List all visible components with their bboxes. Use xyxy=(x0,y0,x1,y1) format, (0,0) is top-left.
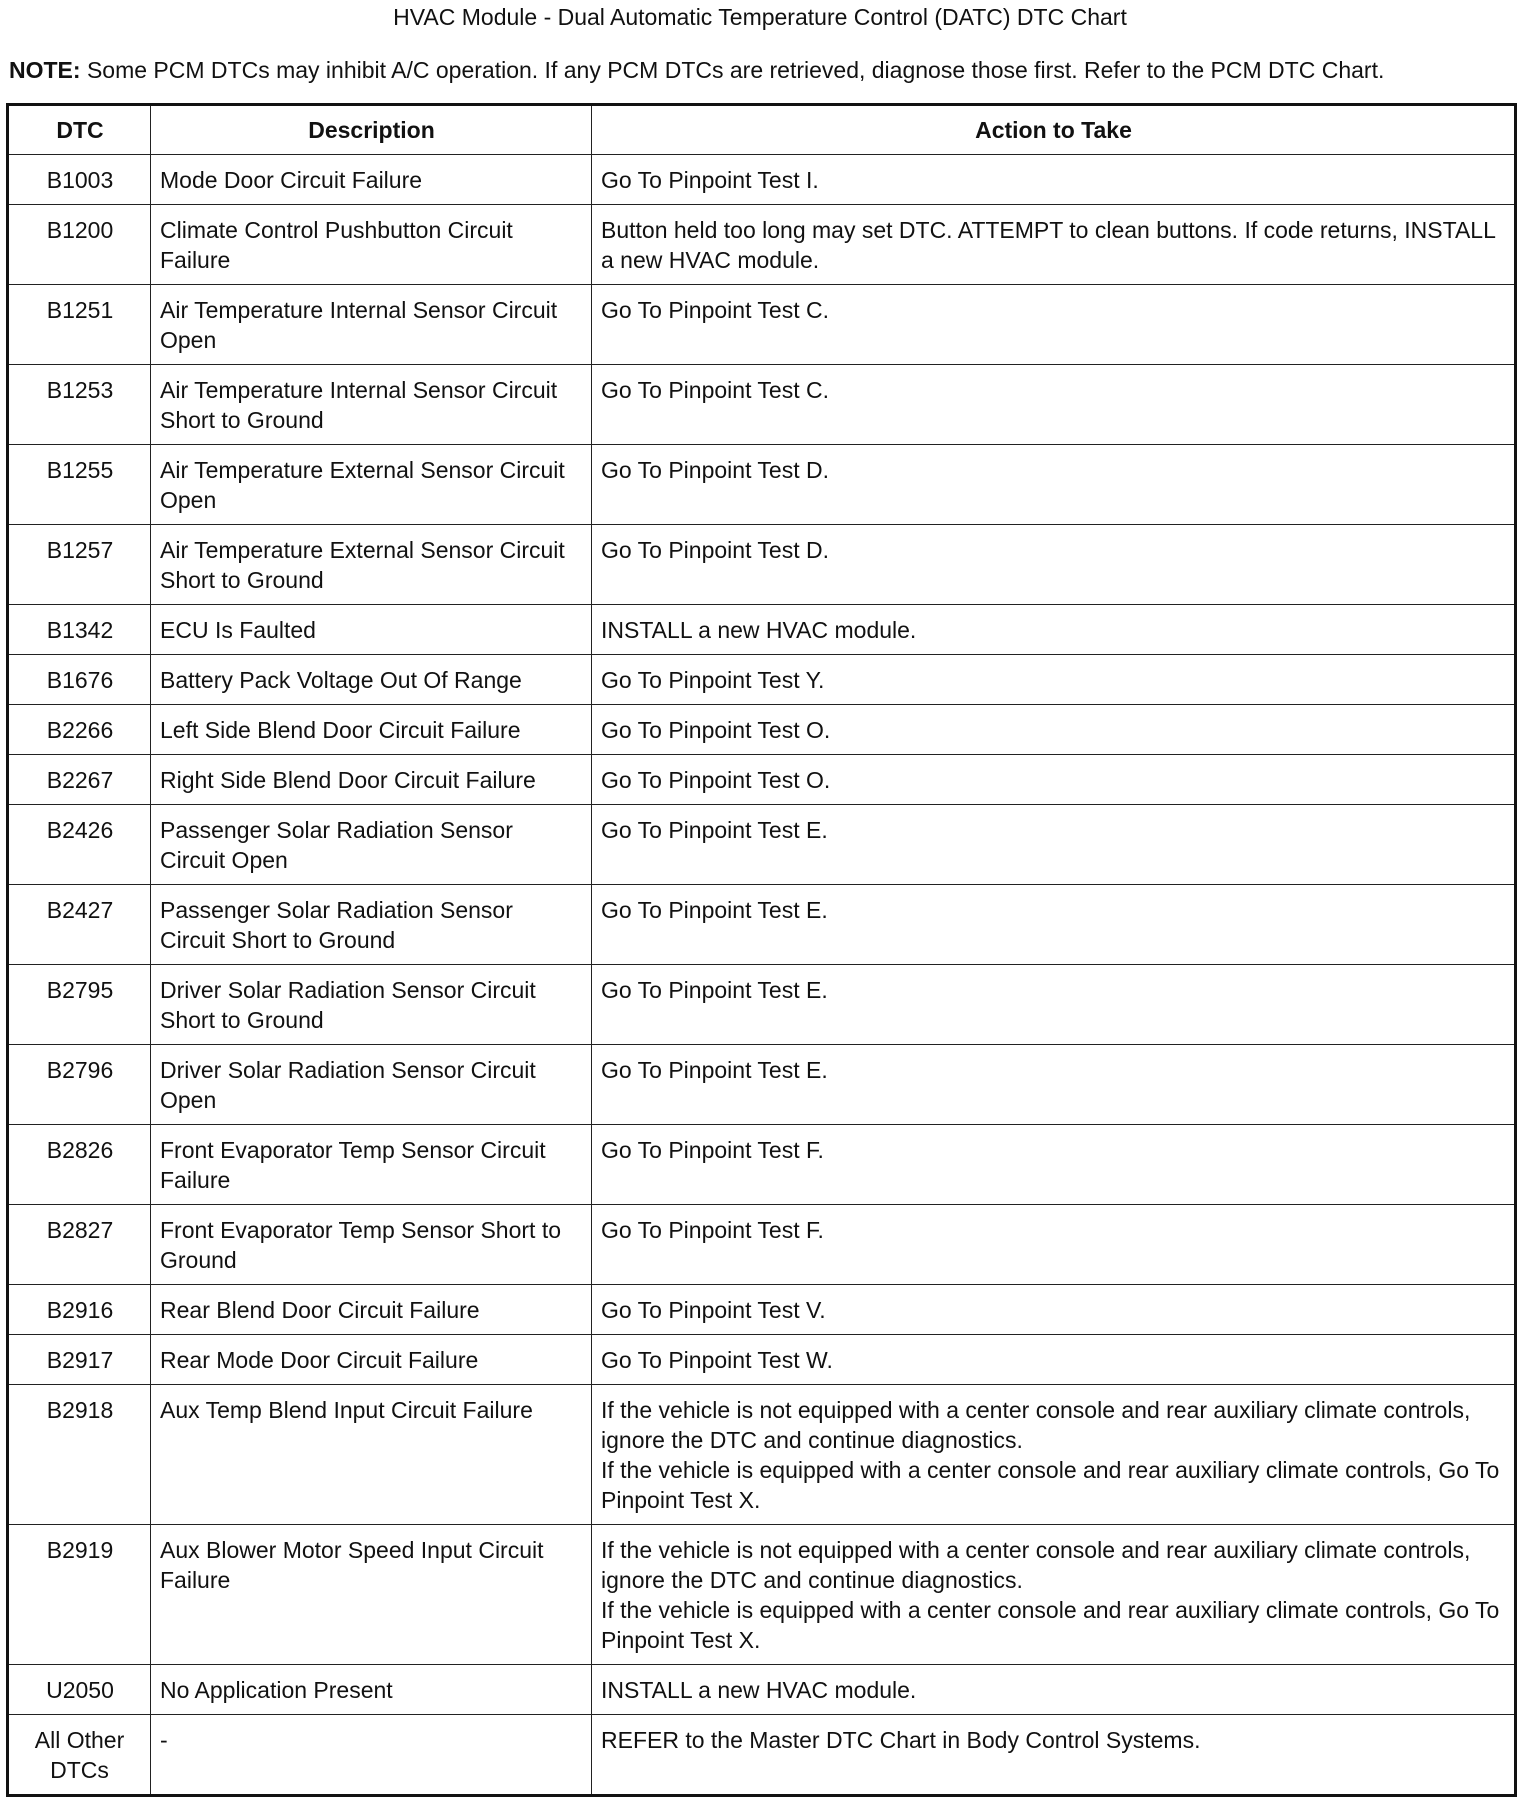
dtc-description: Air Temperature External Sensor Circuit Open xyxy=(151,445,592,525)
dtc-table xyxy=(6,103,1517,1797)
dtc-description: Front Evaporator Temp Sensor Short to Ground xyxy=(151,1205,592,1285)
dtc-code: B1342 xyxy=(8,605,151,655)
dtc-code: B2917 xyxy=(8,1335,151,1385)
dtc-code: B1251 xyxy=(8,285,151,365)
table-row xyxy=(8,655,1516,705)
dtc-description: Driver Solar Radiation Sensor Circuit Short to Ground xyxy=(151,965,592,1045)
action-paragraph: INSTALL a new HVAC module. xyxy=(601,1677,917,1703)
action-paragraph: Go To Pinpoint Test C. xyxy=(601,297,830,323)
table-row xyxy=(8,285,1516,365)
dtc-action xyxy=(592,805,1516,885)
table-row xyxy=(8,205,1516,285)
dtc-description: Aux Temp Blend Input Circuit Failure xyxy=(151,1385,592,1525)
header-description: Description xyxy=(151,105,592,155)
dtc-description: Climate Control Pushbutton Circuit Failure xyxy=(151,205,592,285)
table-row xyxy=(8,1335,1516,1385)
table-row xyxy=(8,885,1516,965)
dtc-description: Driver Solar Radiation Sensor Circuit Open xyxy=(151,1045,592,1125)
table-row xyxy=(8,1205,1516,1285)
dtc-description: Passenger Solar Radiation Sensor Circuit Open xyxy=(151,805,592,885)
table-row xyxy=(8,1525,1516,1665)
dtc-description: Aux Blower Motor Speed Input Circuit Failure xyxy=(151,1525,592,1665)
action-paragraph: Go To Pinpoint Test D. xyxy=(601,537,830,563)
table-row xyxy=(8,1715,1516,1796)
dtc-code: B1003 xyxy=(8,155,151,205)
dtc-action xyxy=(592,1285,1516,1335)
dtc-code: B2427 xyxy=(8,885,151,965)
dtc-code: B2827 xyxy=(8,1205,151,1285)
header-action: Action to Take xyxy=(592,105,1516,155)
dtc-action xyxy=(592,655,1516,705)
dtc-action xyxy=(592,1385,1516,1525)
dtc-description: Front Evaporator Temp Sensor Circuit Failure xyxy=(151,1125,592,1205)
table-row xyxy=(8,1125,1516,1205)
action-paragraph: If the vehicle is equipped with a center console and rear auxiliary climate controls, Go To Pinpoint Test X. xyxy=(601,1597,1500,1653)
action-paragraph: Go To Pinpoint Test O. xyxy=(601,767,831,793)
table-row xyxy=(8,155,1516,205)
table-row xyxy=(8,445,1516,525)
dtc-action xyxy=(592,445,1516,525)
table-body xyxy=(8,155,1516,1796)
dtc-description: Air Temperature External Sensor Circuit Short to Ground xyxy=(151,525,592,605)
action-paragraph: Go To Pinpoint Test E. xyxy=(601,977,828,1003)
action-paragraph: Go To Pinpoint Test E. xyxy=(601,817,828,843)
action-paragraph: Go To Pinpoint Test E. xyxy=(601,1057,828,1083)
table-row xyxy=(8,365,1516,445)
dtc-description: ECU Is Faulted xyxy=(151,605,592,655)
dtc-action xyxy=(592,525,1516,605)
action-paragraph: Go To Pinpoint Test O. xyxy=(601,717,831,743)
dtc-code: B2918 xyxy=(8,1385,151,1525)
action-paragraph: Go To Pinpoint Test F. xyxy=(601,1137,824,1163)
dtc-code: B2266 xyxy=(8,705,151,755)
dtc-action xyxy=(592,155,1516,205)
table-row xyxy=(8,1285,1516,1335)
table-row xyxy=(8,605,1516,655)
dtc-description: Rear Mode Door Circuit Failure xyxy=(151,1335,592,1385)
action-paragraph: Go To Pinpoint Test Y. xyxy=(601,667,825,693)
dtc-action xyxy=(592,605,1516,655)
action-paragraph: If the vehicle is equipped with a center console and rear auxiliary climate controls, Go To Pinpoint Test X. xyxy=(601,1457,1500,1513)
action-paragraph: Go To Pinpoint Test W. xyxy=(601,1347,833,1373)
dtc-description: Passenger Solar Radiation Sensor Circuit Short to Ground xyxy=(151,885,592,965)
table-row xyxy=(8,705,1516,755)
action-paragraph: Go To Pinpoint Test I. xyxy=(601,167,819,193)
dtc-code: B2426 xyxy=(8,805,151,885)
action-paragraph: Go To Pinpoint Test E. xyxy=(601,897,828,923)
table-row xyxy=(8,1045,1516,1125)
dtc-action xyxy=(592,965,1516,1045)
dtc-code: B2267 xyxy=(8,755,151,805)
table-row xyxy=(8,1665,1516,1715)
header-dtc: DTC xyxy=(8,105,151,155)
dtc-code: B2919 xyxy=(8,1525,151,1665)
dtc-code: B1676 xyxy=(8,655,151,705)
dtc-code: B2795 xyxy=(8,965,151,1045)
action-paragraph: Go To Pinpoint Test V. xyxy=(601,1297,826,1323)
table-header-row xyxy=(8,105,1516,155)
dtc-description: Air Temperature Internal Sensor Circuit Short to Ground xyxy=(151,365,592,445)
dtc-action xyxy=(592,885,1516,965)
table-row xyxy=(8,525,1516,605)
action-paragraph: Button held too long may set DTC. ATTEMPT to clean buttons. If code returns, INSTALL a new HVAC module. xyxy=(601,217,1496,273)
dtc-description: Air Temperature Internal Sensor Circuit Open xyxy=(151,285,592,365)
dtc-code: All Other DTCs xyxy=(8,1715,151,1796)
dtc-code: B2796 xyxy=(8,1045,151,1125)
note-text: Some PCM DTCs may inhibit A/C operation. If any PCM DTCs are retrieved, diagnose those first. Refer to the PCM DTC Chart. xyxy=(80,57,1385,83)
dtc-code: B1200 xyxy=(8,205,151,285)
dtc-code: B2916 xyxy=(8,1285,151,1335)
dtc-description: Left Side Blend Door Circuit Failure xyxy=(151,705,592,755)
dtc-action xyxy=(592,1205,1516,1285)
action-paragraph: If the vehicle is not equipped with a center console and rear auxiliary climate controls, ignore the DTC and continue diagnostics. xyxy=(601,1397,1471,1453)
dtc-code: U2050 xyxy=(8,1665,151,1715)
dtc-action xyxy=(592,1525,1516,1665)
dtc-description: No Application Present xyxy=(151,1665,592,1715)
dtc-description: Rear Blend Door Circuit Failure xyxy=(151,1285,592,1335)
action-paragraph: Go To Pinpoint Test F. xyxy=(601,1217,824,1243)
dtc-code: B1253 xyxy=(8,365,151,445)
dtc-action xyxy=(592,1125,1516,1205)
action-paragraph: INSTALL a new HVAC module. xyxy=(601,617,917,643)
table-row xyxy=(8,805,1516,885)
dtc-description: Right Side Blend Door Circuit Failure xyxy=(151,755,592,805)
dtc-code: B1255 xyxy=(8,445,151,525)
dtc-description: Battery Pack Voltage Out Of Range xyxy=(151,655,592,705)
dtc-code: B2826 xyxy=(8,1125,151,1205)
dtc-action xyxy=(592,1715,1516,1796)
dtc-action xyxy=(592,1665,1516,1715)
dtc-action xyxy=(592,205,1516,285)
dtc-action xyxy=(592,285,1516,365)
dtc-action xyxy=(592,365,1516,445)
dtc-action xyxy=(592,1045,1516,1125)
table-row xyxy=(8,755,1516,805)
action-paragraph: Go To Pinpoint Test C. xyxy=(601,377,830,403)
note xyxy=(9,55,1514,85)
dtc-action xyxy=(592,1335,1516,1385)
action-paragraph: Go To Pinpoint Test D. xyxy=(601,457,830,483)
note-label: NOTE: xyxy=(9,57,81,83)
table-row xyxy=(8,1385,1516,1525)
dtc-action xyxy=(592,755,1516,805)
dtc-description: - xyxy=(151,1715,592,1796)
action-paragraph: REFER to the Master DTC Chart in Body Control Systems. xyxy=(601,1727,1201,1753)
dtc-code: B1257 xyxy=(8,525,151,605)
page-title: HVAC Module - Dual Automatic Temperature Control (DATC) DTC Chart xyxy=(393,4,1127,30)
action-paragraph: If the vehicle is not equipped with a center console and rear auxiliary climate controls, ignore the DTC and continue diagnostics. xyxy=(601,1537,1471,1593)
table-row xyxy=(8,965,1516,1045)
dtc-action xyxy=(592,705,1516,755)
dtc-description: Mode Door Circuit Failure xyxy=(151,155,592,205)
